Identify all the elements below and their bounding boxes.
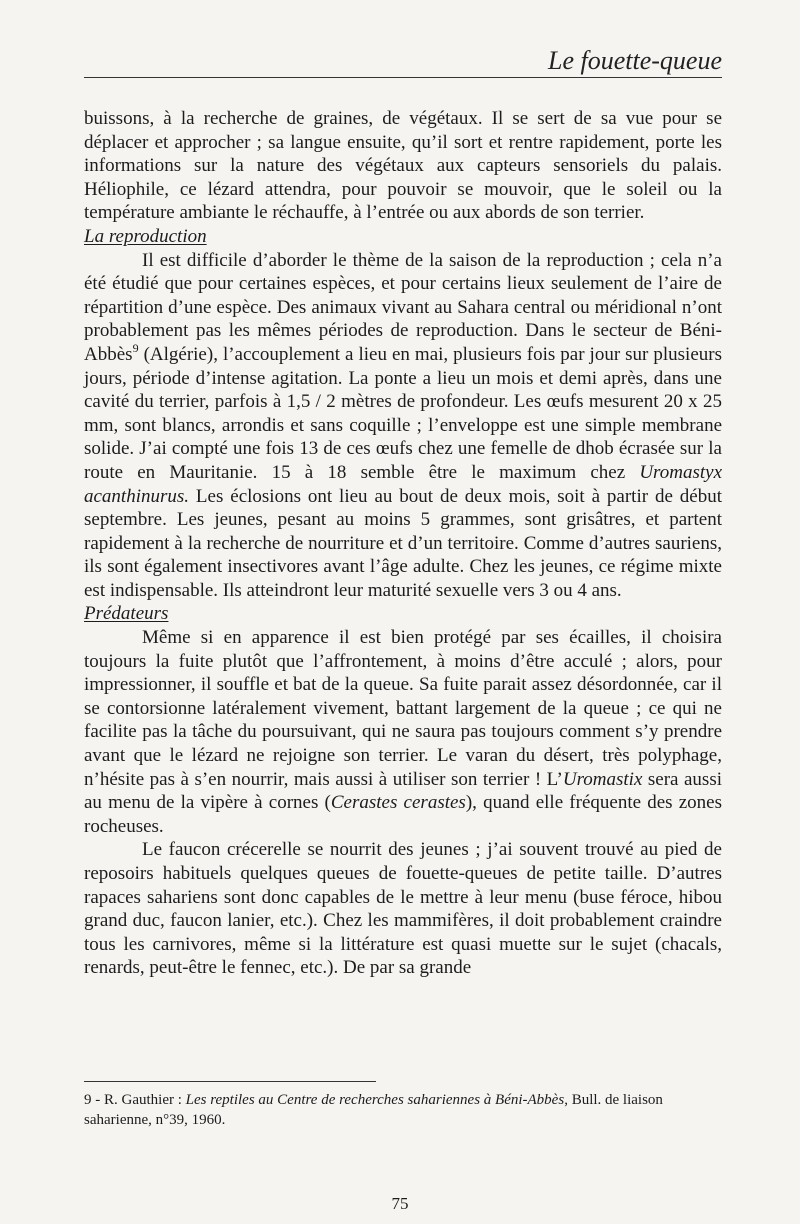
text-span: Les éclosions ont lieu au bout de deux mois, soit à partir de début septembre. Les jeunes, pesant au moins 5 grammes, sont grisâtres, et partent rapidement à la recherche de nourriture et d’un territoire. Comme d’autres sauriens, ils sont également insectivores avant l’âge adulte. Chez les jeunes, ce régime mixte est indispensable. Ils atteindront leur maturité sexuelle vers 3 ou 4 ans.	[84, 485, 722, 601]
footnote-title: Les reptiles au Centre de recherches sahariennes à Béni-Abbès	[185, 1092, 565, 1108]
footnote-reference: 9	[132, 340, 139, 355]
paragraph-intro: buissons, à la recherche de graines, de végétaux. Il se sert de sa vue pour se déplacer et approcher ; sa langue ensuite, qu’il sort et rentre rapidement, porte les informations sur la nature des végétaux aux capteurs sensoriels du palais. Héliophile, ce lézard attendra, pour pouvoir se mouvoir, que le soleil ou la température ambiante le réchauffe, à l’entrée ou aux abords de son terrier.	[84, 108, 722, 224]
footnote-text: , Bull. de liaison saharienne, n°39, 1960.	[84, 1092, 663, 1128]
text-span: ), quand elle fréquente des zones rocheuses.	[84, 792, 722, 837]
genus-name: Uromastix	[562, 768, 643, 790]
paragraph-kestrel: Le faucon crécerelle se nourrit des jeunes ; j’ai souvent trouvé au pied de reposoirs habituels quelques queues de fouette-queues de petite taille. D’autres rapaces sahariens sont donc capables de le mettre à leur menu (buse féroce, hibou grand duc, faucon lanier, etc.). Chez les mammifères, il doit probablement craindre tous les carnivores, même si la littérature est quasi muette sur le sujet (chacals, renards, peut-être le fennec, etc.). De par sa grande	[84, 839, 722, 979]
running-head: Le fouette-queue	[548, 46, 722, 75]
page-number: 75	[391, 1194, 409, 1213]
footnote-rule	[84, 1081, 376, 1082]
paragraph-predators	[84, 626, 722, 838]
species-name: Uromastyx acanthinurus.	[84, 461, 722, 507]
header-rule	[84, 77, 722, 78]
species-name: Cerastes cerastes	[330, 792, 466, 814]
text-span: Même si en apparence il est bien protégé par ses écailles, il choisira toujours la fuite plutôt que l’affrontement, à moins d’être acculé ; alors, pour impressionner, il souffle et bat de la queue. Sa fuite parait assez désordonnée, car il se contorsionne latéralement vivement, battant largement de la queue ; ce qui ne facilite pas la tâche du poursuivant, qui ne saura pas toujours comment s’y prendre avant que le lézard ne rejoigne son terrier. Le varan du désert, très polyphage, n’hésite pas à s’en nourrir, mais aussi à utiliser son terrier ! L’	[84, 627, 722, 790]
text-span: (Algérie), l’accouplement a lieu en mai, plusieurs fois par jour sur plusieurs jours, période d’intense agitation. La ponte a lieu un mois et demi après, dans une cavité du terrier, parfois à 1,5 / 2 mètres de profondeur. Les œufs mesurent 20 x 25 mm, sont blancs, arrondis et sans coquille ; l’enveloppe est une simple membrane solide. J’ai compté une fois 13 de ces œufs chez une femelle de dhob écrasée sur la route en Mauritanie. 15 à 18 semble être le maximum chez	[84, 343, 722, 483]
text-span: sera aussi au menu de la vipère à cornes (	[84, 768, 723, 814]
footnote	[84, 1090, 722, 1130]
text-span: Il est difficile d’aborder le thème de la saison de la reproduction ; cela n’a été étudié que pour certaines espèces, et pour certains lieux seulement de l’aire de répartition d’une espèce. Des animaux vivant au Sahara central ou méridional n’ont probablement pas les mêmes périodes de reproduction. Dans le secteur de Béni-Abbès	[84, 249, 722, 365]
section-heading-reproduction: La reproduction	[84, 225, 207, 247]
paragraph-reproduction	[84, 249, 722, 603]
body-text	[84, 107, 722, 980]
section-heading-predators: Prédateurs	[84, 603, 169, 625]
footnote-marker: 9 - R. Gauthier :	[84, 1092, 186, 1108]
